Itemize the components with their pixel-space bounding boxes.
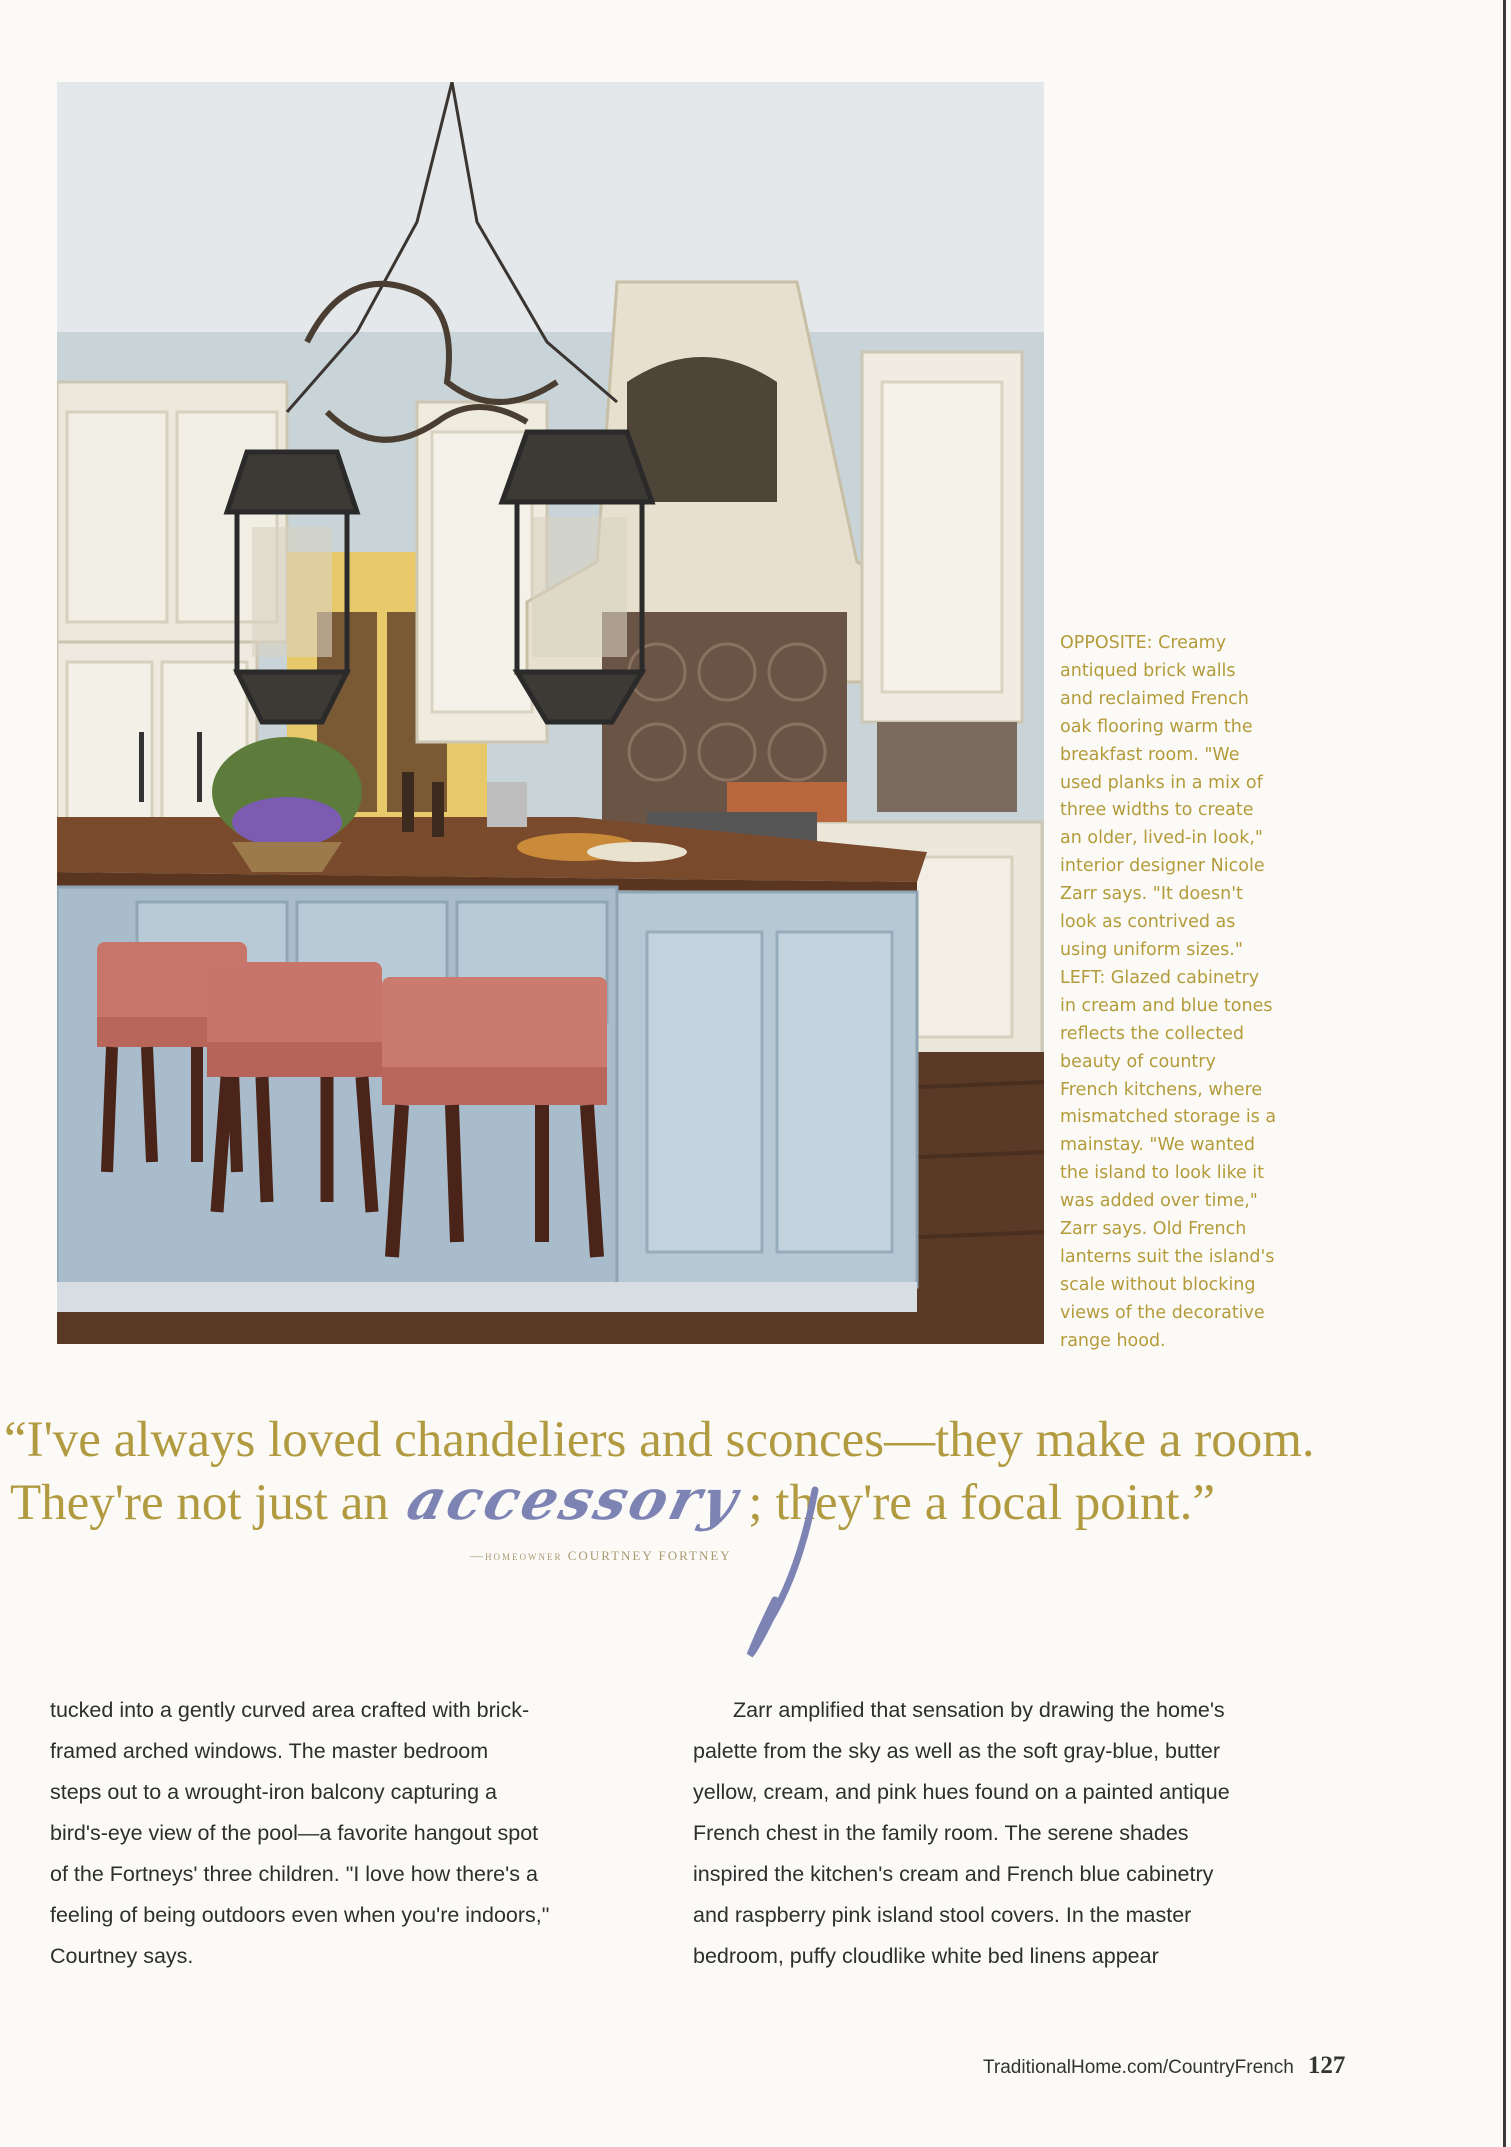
kitchen-photo xyxy=(57,82,1044,1344)
pull-quote xyxy=(0,1410,1450,1563)
pull-quote-text: They're not just an xyxy=(10,1475,389,1531)
caption-line: mainstay. "We wanted xyxy=(1060,1135,1255,1156)
body-line: framed arched windows. The master bedroom xyxy=(50,1739,489,1763)
pull-quote-text: ; they're a focal point.” xyxy=(748,1475,1215,1531)
caption-line: OPPOSITE: Creamy xyxy=(1060,633,1227,653)
page-number: 127 xyxy=(1307,2052,1346,2079)
body-line: and raspberry pink island stool covers. In the master xyxy=(693,1903,1192,1927)
caption-line: the island to look like it xyxy=(1060,1163,1265,1184)
script-word-accessory: accessory xyxy=(400,1467,747,1533)
caption-line: reflects the collected xyxy=(1060,1023,1244,1044)
script-swash-decoration xyxy=(730,1480,820,1660)
caption-line: used planks in a mix of xyxy=(1060,772,1263,793)
caption-line: in cream and blue tones xyxy=(1060,995,1273,1016)
body-line: steps out to a wrought-iron balcony capturing a xyxy=(50,1780,497,1804)
body-line: bedroom, puffy cloudlike white bed linens appear xyxy=(693,1944,1159,1968)
body-line: inspired the kitchen's cream and French blue cabinetry xyxy=(693,1862,1214,1886)
body-line: Courtney says. xyxy=(50,1944,194,1968)
caption-line: beauty of country xyxy=(1060,1051,1216,1072)
body-line: yellow, cream, and pink hues found on a painted antique xyxy=(693,1780,1230,1804)
caption-line: Zarr says. Old French xyxy=(1060,1219,1247,1240)
body-line: of the Fortneys' three children. "I love how there's a xyxy=(50,1862,538,1886)
body-line: feeling of being outdoors even when you're indoors," xyxy=(50,1903,550,1927)
caption-line: oak flooring warm the xyxy=(1060,716,1253,737)
caption-line: mismatched storage is a xyxy=(1060,1107,1277,1128)
quote-attribution: —homeowner COURTNEY FORTNEY xyxy=(470,1548,732,1563)
caption-line: scale without blocking xyxy=(1060,1274,1256,1295)
caption-line: views of the decorative xyxy=(1060,1302,1265,1323)
footer-url: TraditionalHome.com/CountryFrench xyxy=(983,2057,1294,2078)
page-footer xyxy=(983,2052,1345,2080)
caption-line: LEFT: Glazed cabinetry xyxy=(1060,967,1260,988)
photo-caption xyxy=(1060,630,1310,1356)
caption-line: three widths to create xyxy=(1060,800,1254,821)
body-line: bird's-eye view of the pool—a favorite hangout spot xyxy=(50,1821,539,1845)
body-column-left xyxy=(50,1690,625,1977)
caption-line: an older, lived-in look," xyxy=(1060,828,1263,849)
caption-line: look as contrived as xyxy=(1060,912,1236,933)
page-edge-shadow xyxy=(1503,0,1506,2147)
caption-line: breakfast room. "We xyxy=(1060,744,1240,765)
caption-line: was added over time," xyxy=(1060,1191,1258,1212)
body-column-right xyxy=(693,1690,1333,1977)
body-line: French chest in the family room. The serene shades xyxy=(693,1821,1189,1845)
body-line: palette from the sky as well as the soft gray-blue, butter xyxy=(693,1739,1221,1763)
pull-quote-line-1: “I've always loved chandeliers and sconces—they make a room. xyxy=(4,1412,1315,1468)
caption-line: using uniform sizes." xyxy=(1060,939,1243,960)
caption-line: French kitchens, where xyxy=(1060,1079,1263,1100)
body-line: tucked into a gently curved area crafted with brick- xyxy=(50,1698,530,1722)
caption-line: and reclaimed French xyxy=(1060,688,1249,709)
caption-line: Zarr says. "It doesn't xyxy=(1060,884,1243,905)
caption-line: interior designer Nicole xyxy=(1060,856,1265,877)
caption-line: lanterns suit the island's xyxy=(1060,1246,1275,1267)
caption-line: antiqued brick walls xyxy=(1060,660,1236,681)
body-line: Zarr amplified that sensation by drawing the home's xyxy=(733,1698,1225,1722)
caption-line: range hood. xyxy=(1060,1330,1166,1351)
